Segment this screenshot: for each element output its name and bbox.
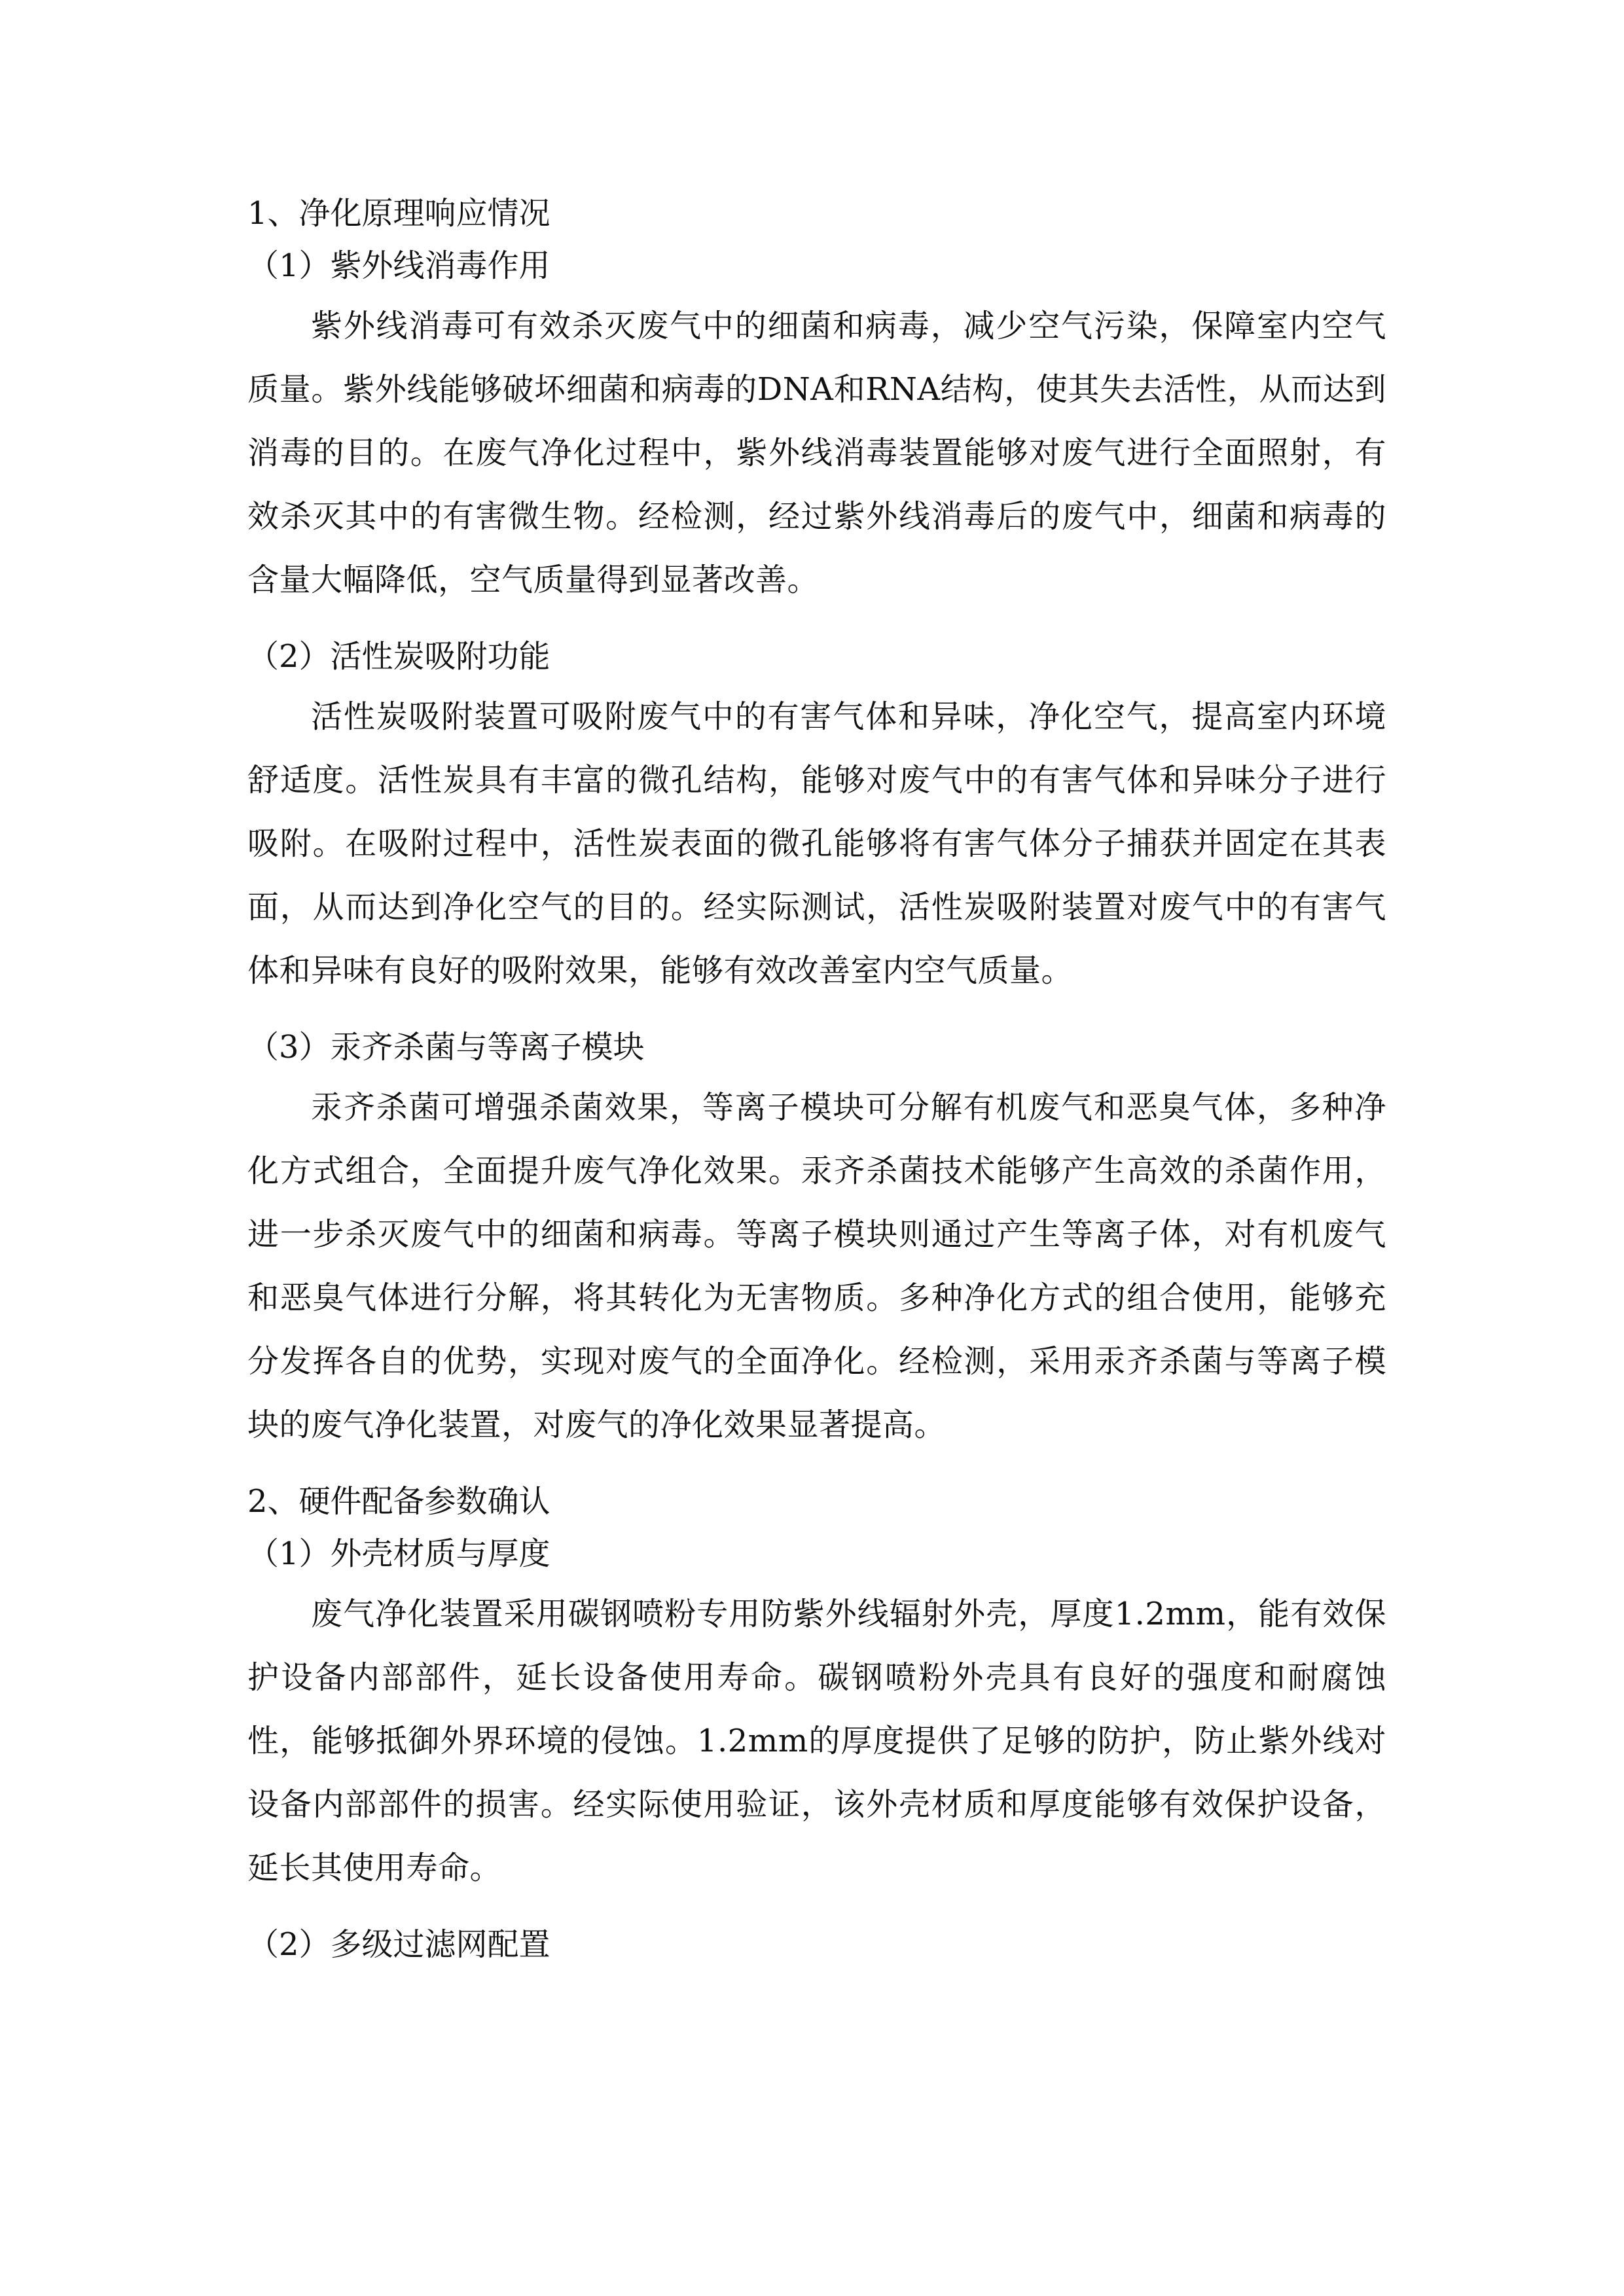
paragraph-housing-material: 废气净化装置采用碳钢喷粉专用防紫外线辐射外壳，厚度1.2mm，能有效保护设备内部部件，延长设备使用寿命。碳钢喷粉外壳具有良好的强度和耐腐蚀性，能够抵御外界环境的侵蚀。1.2mm的厚度提供了足够的防护，防止紫外线对设备内部部件的损害。经实际使用验证，该外壳材质和厚度能够有效保护设备，延长其使用寿命。	[247, 1596, 1386, 1886]
subsection-title-1-1: （1）紫外线消毒作用	[247, 247, 550, 284]
subsection-title-1-2: （2）活性炭吸附功能	[247, 638, 550, 675]
document-body	[247, 190, 1386, 1973]
paragraph-uv-disinfection: 紫外线消毒可有效杀灭废气中的细菌和病毒，减少空气污染，保障室内空气质量。紫外线能够破坏细菌和病毒的DNA和RNA结构，使其失去活性，从而达到消毒的目的。在废气净化过程中，紫外线消毒装置能够对废气进行全面照射，有效杀灭其中的有害微生物。经检测，经过紫外线消毒后的废气中，细菌和病毒的含量大幅降低，空气质量得到显著改善。	[247, 308, 1386, 598]
subsection-title-2-2: （2）多级过滤网配置	[247, 1926, 550, 1963]
subsection-title-2-1: （1）外壳材质与厚度	[247, 1535, 550, 1572]
paragraph-activated-carbon: 活性炭吸附装置可吸附废气中的有害气体和异味，净化空气，提高室内环境舒适度。活性炭具有丰富的微孔结构，能够对废气中的有害气体和异味分子进行吸附。在吸附过程中，活性炭表面的微孔能够将有害气体分子捕获并固定在其表面，从而达到净化空气的目的。经实际测试，活性炭吸附装置对废气中的有害气体和异味有良好的吸附效果，能够有效改善室内空气质量。	[247, 698, 1386, 989]
paragraph-amalgam-plasma: 汞齐杀菌可增强杀菌效果，等离子模块可分解有机废气和恶臭气体，多种净化方式组合，全面提升废气净化效果。汞齐杀菌技术能够产生高效的杀菌作用，进一步杀灭废气中的细菌和病毒。等离子模块则通过产生等离子体，对有机废气和恶臭气体进行分解，将其转化为无害物质。多种净化方式的组合使用，能够充分发挥各自的优势，实现对废气的全面净化。经检测，采用汞齐杀菌与等离子模块的废气净化装置，对废气的净化效果显著提高。	[247, 1089, 1386, 1443]
section-heading-2: 2、硬件配备参数确认	[247, 1483, 550, 1520]
section-heading-1: 1、净化原理响应情况	[247, 195, 550, 232]
subsection-title-1-3: （3）汞齐杀菌与等离子模块	[247, 1029, 645, 1066]
